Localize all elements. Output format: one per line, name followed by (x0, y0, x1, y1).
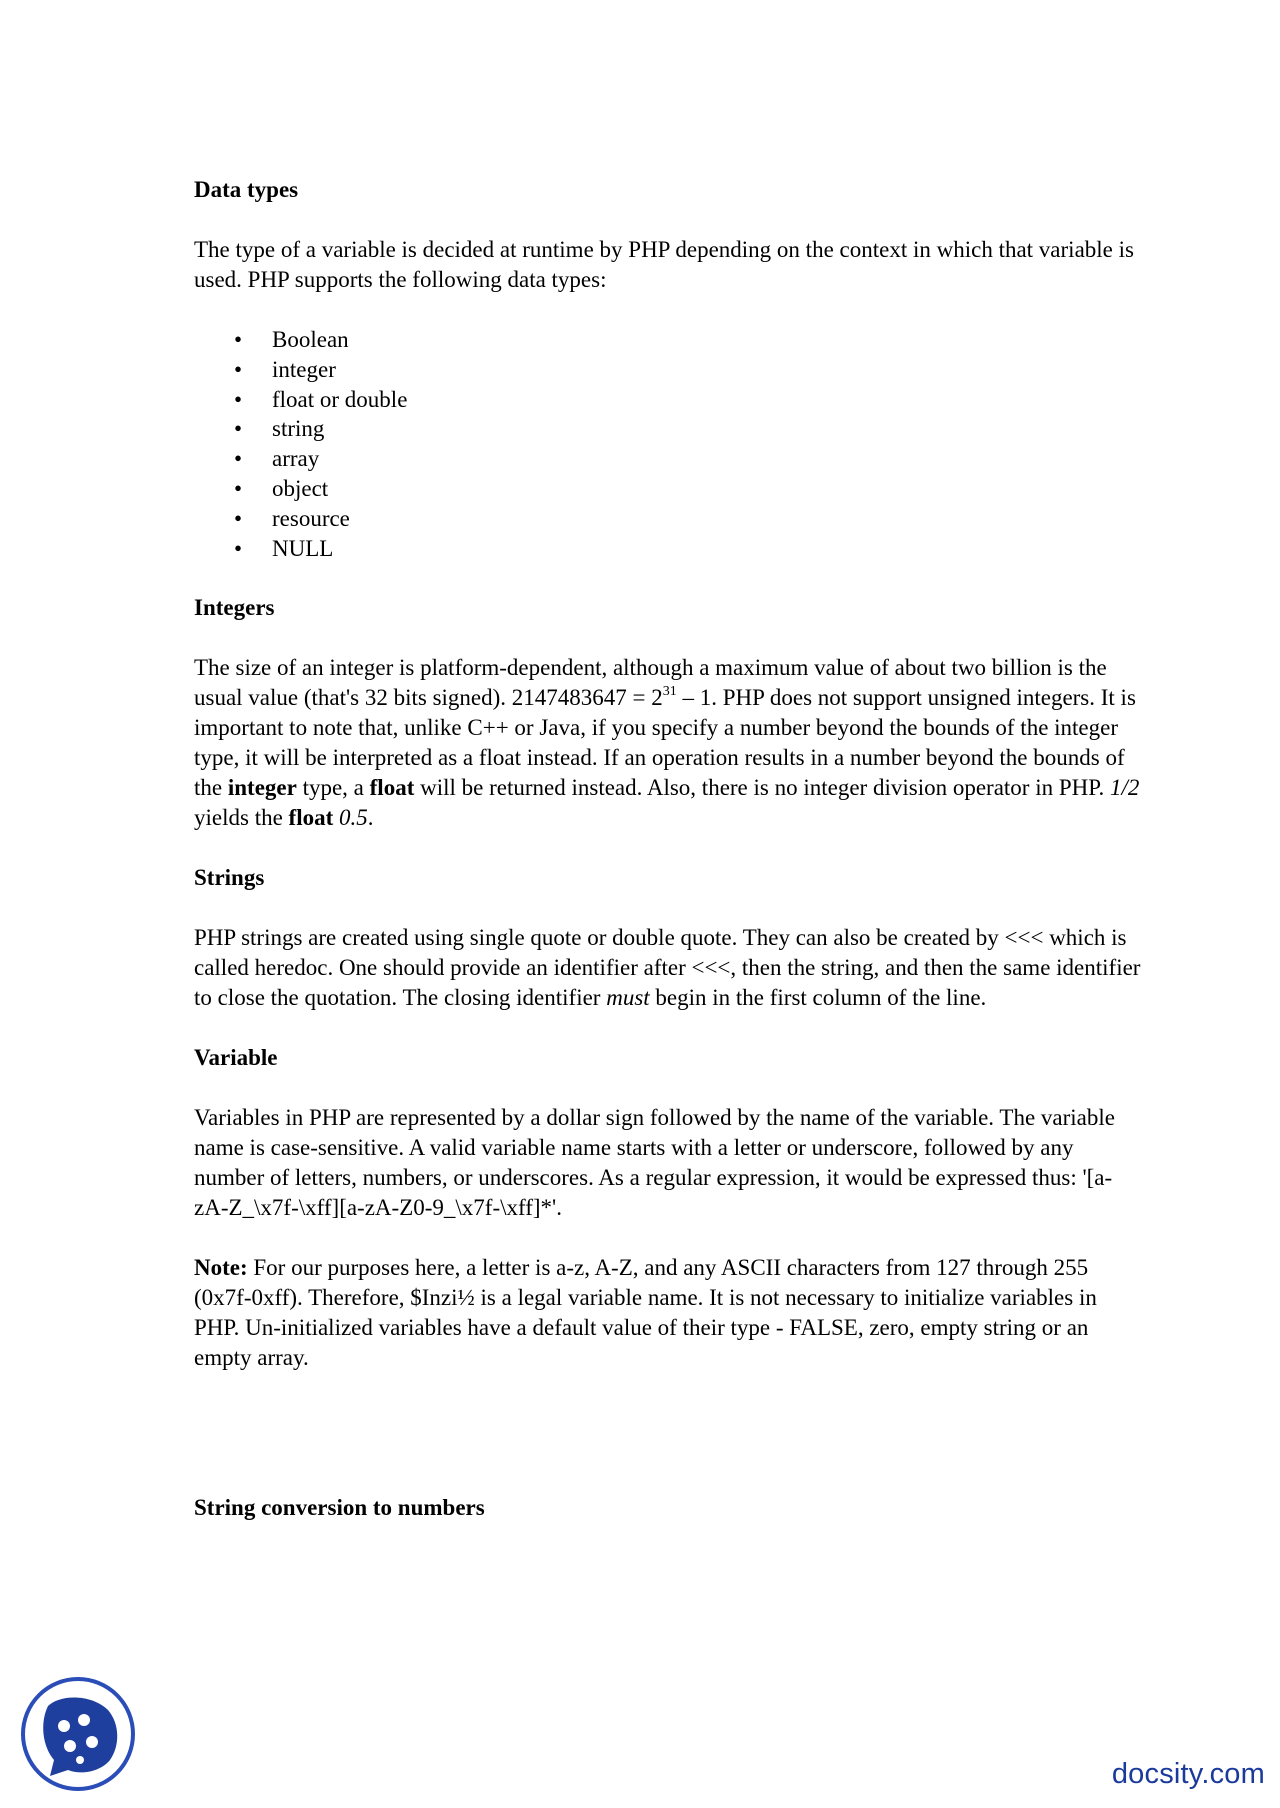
bullet-icon: • (234, 446, 243, 472)
bullet-icon: • (234, 475, 243, 501)
bullet-icon: • (234, 416, 243, 442)
list-item: • float or double (194, 385, 1144, 415)
bullet-icon: • (234, 535, 243, 561)
list-item: • string (194, 414, 1144, 444)
docsity-logo-icon (20, 1676, 136, 1792)
integers-paragraph: The size of an integer is platform-dependent, although a maximum value of about two billion is the usual value (that's 32 bits signed). $2147483647 = 2^{31} - 1$. PHP does not support unsigned integers. It is important to note that, unlike C++ or Java, if you specify a number beyond the bounds of the integer type, it will be interpreted as a float instead. If an operation results in a number beyond the bounds of the integer type, a float will be returned instead. Also, there is no integer division operator in PHP. 1/2 yields the float 0.5. (194, 655, 1140, 831)
list-item: • resource (194, 504, 1144, 534)
heading-integers: Integers (194, 595, 275, 621)
list-item: • object (194, 474, 1144, 504)
list-item: • array (194, 444, 1144, 474)
bullet-icon: • (234, 386, 243, 412)
list-item: • NULL (194, 534, 1144, 564)
heading-strings: Strings (194, 865, 265, 891)
bullet-icon: • (234, 327, 243, 352)
exponent: 31 (662, 684, 677, 700)
list-item: • Boolean (194, 325, 1144, 355)
strings-paragraph: PHP strings are created using single quote or double quote. They can also be created by <<< which is called heredoc. One should provide an identifier after <<<, then the string, and then the same identifier to close the quotation. The closing identifier must begin in the first column of the line. (194, 925, 1141, 1011)
bullet-icon: • (234, 356, 243, 382)
data-types-list (194, 325, 1144, 563)
spacer (194, 1403, 1144, 1493)
brand-wordmark: docsity.com (1111, 1758, 1265, 1790)
heading-string-conversion: String conversion to numbers (194, 1495, 485, 1521)
heading-data-types: Data types (194, 177, 299, 202)
variable-paragraph: Variables in PHP are represented by a dollar sign followed by the name of the variable. The variable name is case-sensitive. A valid variable name starts with a letter or underscore, followed by any number of letters, numbers, or underscores. As a regular expression, it would be expressed thus: '[a-zA-Z_\x7f-\xff][a-zA-Z0-9_\x7f-\xff]*'. (194, 1105, 1115, 1221)
data-types-intro: The type of a variable is decided at runtime by PHP depending on the context in which that variable is used. PHP supports the following data types: (194, 237, 1134, 292)
document-content (194, 175, 1144, 1553)
note-label: Note: (194, 1255, 248, 1281)
bullet-icon: • (234, 505, 243, 531)
note-paragraph: Note: For our purposes here, a letter is a-z, A-Z, and any ASCII characters from 127 through 255 (0x7f-0xff). Therefore, $Inzi½ is a legal variable name. It is not necessary to initialize variables in PHP. Un-initialized variables have a default value of their type - FALSE, zero, empty string or an empty array. (194, 1255, 1097, 1371)
heading-variable: Variable (194, 1045, 278, 1071)
list-item: • integer (194, 355, 1144, 385)
